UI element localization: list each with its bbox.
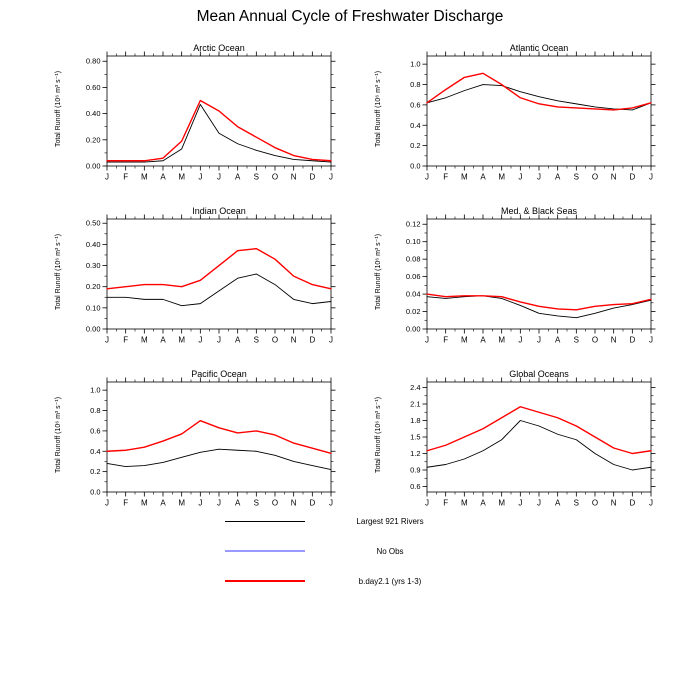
svg-text:S: S — [573, 172, 580, 182]
legend-item-bday — [225, 576, 475, 586]
svg-text:J: J — [217, 498, 221, 508]
svg-text:O: O — [591, 498, 599, 508]
svg-text:J: J — [105, 172, 109, 182]
svg-text:0.6: 0.6 — [90, 426, 101, 436]
chart-title: Med. & Black Seas — [500, 206, 578, 216]
svg-text:0.0: 0.0 — [90, 487, 101, 497]
svg-text:A: A — [234, 498, 241, 508]
svg-text:J: J — [198, 335, 203, 345]
svg-text:A: A — [480, 498, 486, 508]
svg-text:A: A — [160, 172, 166, 182]
svg-text:A: A — [160, 335, 166, 345]
svg-text:J: J — [329, 335, 333, 345]
svg-text:O: O — [591, 172, 599, 182]
legend-item-no-obs — [225, 546, 475, 556]
svg-text:0.04: 0.04 — [405, 289, 421, 299]
svg-text:S: S — [253, 498, 260, 508]
svg-text:D: D — [629, 335, 636, 345]
svg-text:J: J — [329, 172, 333, 182]
svg-text:D: D — [629, 498, 636, 508]
svg-text:M: M — [498, 335, 506, 345]
svg-text:J: J — [649, 498, 653, 508]
legend-label: No Obs — [376, 546, 404, 556]
svg-text:J: J — [329, 498, 333, 508]
svg-text:J: J — [217, 172, 221, 182]
svg-text:A: A — [554, 498, 561, 508]
svg-text:1.5: 1.5 — [410, 432, 421, 442]
svg-text:O: O — [591, 335, 599, 345]
svg-text:0.4: 0.4 — [410, 120, 421, 130]
svg-text:J: J — [425, 498, 429, 508]
svg-text:0.80: 0.80 — [85, 56, 101, 66]
svg-text:N: N — [290, 172, 297, 182]
svg-text:J: J — [537, 172, 541, 182]
svg-text:J: J — [105, 335, 109, 345]
svg-text:N: N — [610, 498, 617, 508]
svg-text:0.6: 0.6 — [410, 100, 421, 110]
legend-line-black — [225, 521, 305, 522]
svg-text:0.12: 0.12 — [405, 219, 421, 229]
y-axis-label: Total Runoff (10⁶ m³ s⁻¹) — [55, 396, 62, 474]
chart-title: Indian Ocean — [192, 206, 246, 216]
svg-text:0.00: 0.00 — [85, 161, 101, 171]
chart-canvas — [365, 368, 665, 518]
svg-text:J: J — [105, 498, 109, 508]
chart-canvas — [365, 42, 665, 192]
svg-text:S: S — [573, 335, 580, 345]
chart-atlantic-ocean — [365, 42, 665, 192]
svg-text:1.0: 1.0 — [90, 385, 101, 395]
svg-text:0.0: 0.0 — [410, 161, 421, 171]
chart-canvas — [365, 205, 665, 355]
chart-title: Arctic Ocean — [193, 43, 245, 53]
svg-text:N: N — [290, 335, 297, 345]
svg-text:F: F — [123, 335, 129, 345]
svg-text:0.06: 0.06 — [405, 272, 421, 282]
svg-text:M: M — [140, 498, 148, 508]
svg-text:0.40: 0.40 — [85, 239, 101, 249]
chart-canvas — [45, 368, 345, 518]
svg-text:J: J — [217, 335, 221, 345]
svg-text:D: D — [629, 172, 636, 182]
svg-text:1.2: 1.2 — [410, 449, 421, 458]
svg-text:0.6: 0.6 — [410, 482, 421, 491]
svg-text:A: A — [480, 335, 486, 345]
svg-text:J: J — [425, 335, 429, 345]
legend-label: Largest 921 Rivers — [356, 516, 424, 526]
svg-text:F: F — [443, 172, 449, 182]
legend-line-blue — [225, 550, 305, 552]
svg-text:A: A — [234, 172, 241, 182]
svg-text:M: M — [498, 172, 506, 182]
svg-text:N: N — [610, 335, 617, 345]
y-axis-label: Total Runoff (10⁶ m³ s⁻¹) — [375, 396, 382, 474]
svg-text:J: J — [537, 498, 541, 508]
svg-text:0.10: 0.10 — [405, 237, 421, 247]
svg-text:N: N — [610, 172, 617, 182]
svg-text:J: J — [425, 172, 429, 182]
svg-text:0.2: 0.2 — [90, 467, 101, 477]
chart-canvas — [45, 42, 345, 192]
svg-text:A: A — [234, 335, 241, 345]
svg-text:M: M — [460, 498, 468, 508]
svg-text:O: O — [271, 172, 279, 182]
svg-text:0.08: 0.08 — [405, 254, 421, 264]
chart-title: Atlantic Ocean — [509, 43, 569, 53]
chart-global-oceans — [365, 368, 665, 518]
y-axis-label: Total Runoff (10⁶ m³ s⁻¹) — [55, 70, 62, 148]
svg-text:F: F — [443, 335, 449, 345]
svg-text:S: S — [253, 335, 260, 345]
svg-text:O: O — [271, 498, 279, 508]
svg-text:0.00: 0.00 — [85, 324, 101, 334]
chart-arctic-ocean — [45, 42, 345, 192]
svg-text:A: A — [160, 498, 166, 508]
svg-text:M: M — [460, 335, 468, 345]
svg-text:M: M — [498, 498, 506, 508]
svg-text:D: D — [309, 172, 316, 182]
svg-text:0.2: 0.2 — [410, 141, 421, 151]
svg-text:M: M — [460, 172, 468, 182]
svg-text:M: M — [140, 335, 148, 345]
svg-text:0.9: 0.9 — [410, 465, 421, 475]
y-axis-label: Total Runoff (10⁶ m³ s⁻¹) — [55, 233, 62, 311]
svg-text:J: J — [518, 172, 523, 182]
svg-text:O: O — [271, 335, 279, 345]
y-axis-label: Total Runoff (10⁶ m³ s⁻¹) — [375, 233, 382, 311]
svg-text:0.20: 0.20 — [85, 135, 101, 145]
svg-text:0.8: 0.8 — [90, 406, 101, 416]
svg-text:J: J — [518, 335, 523, 345]
svg-text:D: D — [309, 335, 316, 345]
svg-text:0.02: 0.02 — [405, 307, 421, 317]
svg-text:M: M — [140, 172, 148, 182]
svg-text:J: J — [649, 172, 653, 182]
chart-med-black-seas — [365, 205, 665, 355]
chart-indian-ocean — [45, 205, 345, 355]
svg-text:0.50: 0.50 — [85, 218, 101, 228]
svg-text:M: M — [178, 335, 186, 345]
chart-title: Global Oceans — [509, 369, 569, 379]
svg-text:1.8: 1.8 — [410, 416, 421, 425]
svg-text:0.8: 0.8 — [410, 80, 421, 90]
svg-text:1.0: 1.0 — [410, 59, 421, 69]
svg-text:J: J — [518, 498, 523, 508]
chart-title: Pacific Ocean — [191, 369, 247, 379]
svg-text:S: S — [573, 498, 580, 508]
page-title: Mean Annual Cycle of Freshwater Discharge — [196, 8, 504, 25]
svg-text:0.00: 0.00 — [405, 324, 421, 334]
legend-item-largest-rivers — [225, 516, 475, 526]
svg-text:2.1: 2.1 — [410, 399, 421, 409]
svg-text:0.10: 0.10 — [85, 303, 101, 313]
svg-text:D: D — [309, 498, 316, 508]
chart-canvas — [45, 205, 345, 355]
y-axis-label: Total Runoff (10⁶ m³ s⁻¹) — [375, 70, 382, 148]
charts-grid — [45, 42, 665, 518]
svg-text:2.4: 2.4 — [410, 383, 421, 392]
svg-text:F: F — [443, 498, 449, 508]
svg-text:0.20: 0.20 — [85, 282, 101, 292]
svg-text:J: J — [649, 335, 653, 345]
chart-pacific-ocean — [45, 368, 345, 518]
svg-text:J: J — [198, 172, 203, 182]
svg-text:F: F — [123, 498, 129, 508]
legend — [0, 516, 700, 586]
svg-text:F: F — [123, 172, 129, 182]
svg-text:J: J — [198, 498, 203, 508]
svg-text:0.40: 0.40 — [85, 109, 101, 119]
svg-text:M: M — [178, 498, 186, 508]
svg-text:0.4: 0.4 — [90, 446, 101, 456]
legend-line-red — [225, 580, 305, 582]
svg-text:N: N — [290, 498, 297, 508]
svg-text:A: A — [554, 335, 561, 345]
legend-label: b.day2.1 (yrs 1-3) — [358, 576, 422, 586]
svg-text:A: A — [554, 172, 561, 182]
svg-text:J: J — [537, 335, 541, 345]
svg-text:0.30: 0.30 — [85, 261, 101, 271]
svg-text:A: A — [480, 172, 486, 182]
svg-text:S: S — [253, 172, 260, 182]
svg-text:0.60: 0.60 — [85, 82, 101, 92]
svg-text:M: M — [178, 172, 186, 182]
